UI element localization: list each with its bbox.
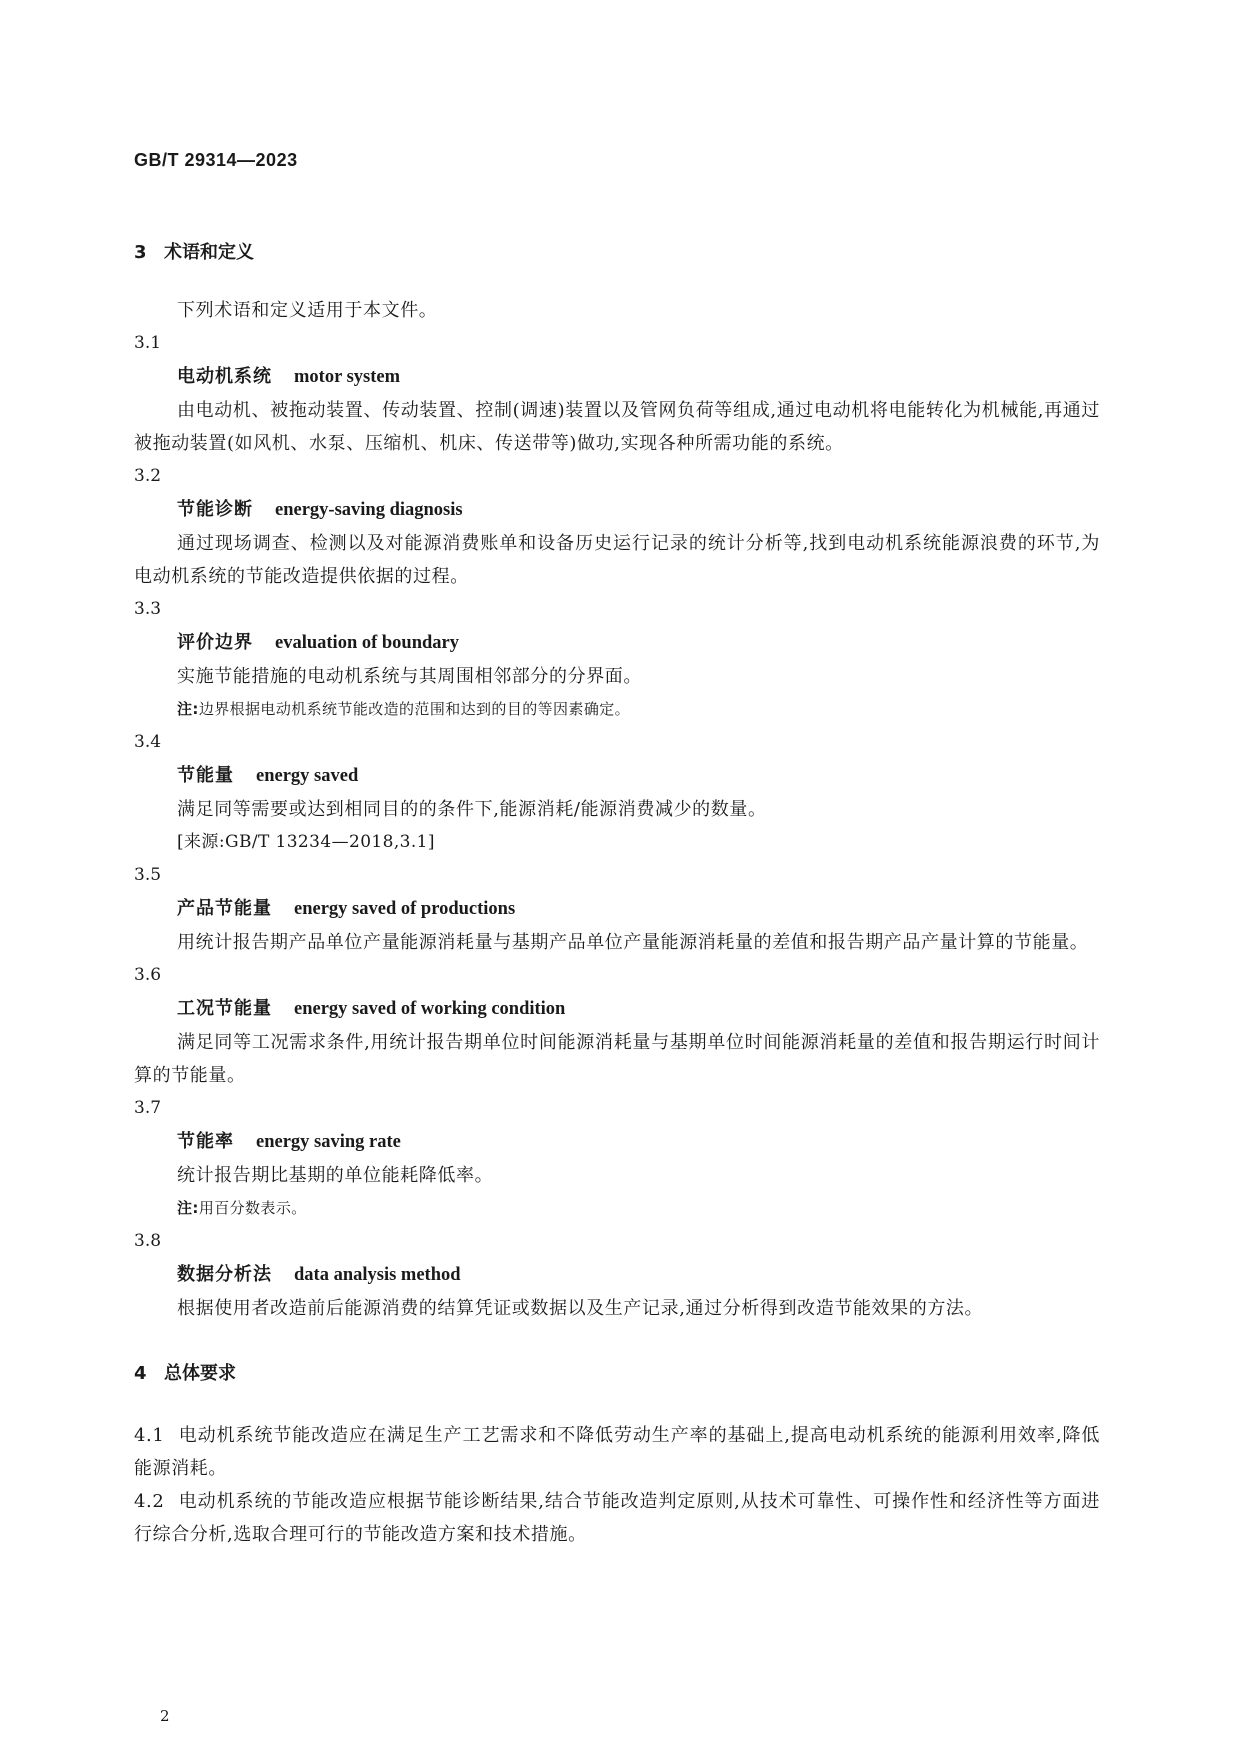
term-definition: 满足同等需要或达到相同目的的条件下,能源消耗/能源消费减少的数量。	[177, 799, 767, 820]
term-name-zh: 评价边界	[177, 632, 253, 653]
term-entry	[134, 726, 1100, 859]
note-text: 边界根据电动机系统节能改造的范围和达到的目的等因素确定。	[198, 700, 631, 718]
term-number: 3.8	[134, 1231, 162, 1251]
term-name	[177, 892, 1100, 926]
term-number: 3.6	[134, 965, 162, 985]
term-name	[177, 493, 1100, 527]
term-name-en: data analysis method	[294, 1265, 461, 1285]
clause-number: 4.1	[134, 1425, 165, 1446]
term-definition: 统计报告期比基期的单位能耗降低率。	[177, 1165, 494, 1186]
term-number: 3.4	[134, 732, 162, 752]
term-entry	[134, 859, 1100, 959]
clause-text: 电动机系统的节能改造应根据节能诊断结果,结合节能改造判定原则,从技术可靠性、可操作性和经济性等方面进行综合分析,选取合理可行的节能改造方案和技术措施。	[134, 1491, 1100, 1545]
term-name	[177, 1258, 1100, 1292]
term-number: 3.2	[134, 466, 162, 486]
term-definition: 根据使用者改造前后能源消费的结算凭证或数据以及生产记录,通过分析得到改造节能效果的方法。	[177, 1298, 984, 1319]
term-entry	[134, 959, 1100, 1092]
term-entry	[134, 460, 1100, 593]
section-number: 3	[134, 242, 147, 263]
term-name-zh: 工况节能量	[177, 998, 272, 1019]
term-name-en: energy saving rate	[256, 1132, 401, 1152]
page-number: 2	[160, 1707, 170, 1725]
term-name-en: energy saved of working condition	[294, 999, 566, 1019]
term-definition: 实施节能措施的电动机系统与其周围相邻部分的分界面。	[177, 666, 642, 687]
term-name-en: motor system	[294, 367, 401, 387]
term-entry	[134, 327, 1100, 460]
term-name-zh: 数据分析法	[177, 1264, 272, 1285]
clause-4-1	[134, 1419, 1100, 1485]
clause-4-2	[134, 1485, 1100, 1551]
term-name-zh: 节能诊断	[177, 499, 253, 520]
term-name	[177, 626, 1100, 660]
term-number: 3.7	[134, 1098, 162, 1118]
clause-number: 4.2	[134, 1491, 165, 1512]
term-number: 3.3	[134, 599, 162, 619]
term-definition: 通过现场调查、检测以及对能源消费账单和设备历史运行记录的统计分析等,找到电动机系统能源浪费的环节,为电动机系统的节能改造提供依据的过程。	[134, 533, 1100, 587]
term-name-zh: 节能率	[177, 1131, 234, 1152]
term-name-en: energy saved	[256, 766, 359, 786]
section-title: 术语和定义	[164, 242, 254, 263]
note-label: 注:	[177, 1199, 199, 1217]
term-number: 3.5	[134, 865, 162, 885]
note-text: 用百分数表示。	[198, 1199, 307, 1217]
term-name-zh: 节能量	[177, 765, 234, 786]
clause-text: 电动机系统节能改造应在满足生产工艺需求和不降低劳动生产率的基础上,提高电动机系统的能源利用效率,降低能源消耗。	[134, 1425, 1100, 1479]
section-4-heading	[134, 1359, 1100, 1389]
term-name	[177, 360, 1100, 394]
section-intro: 下列术语和定义适用于本文件。	[177, 300, 438, 321]
term-entry	[134, 1225, 1100, 1325]
term-name	[177, 1125, 1100, 1159]
document-body	[134, 238, 1100, 1551]
term-entry	[134, 1092, 1100, 1225]
term-name-en: energy saved of productions	[294, 899, 516, 919]
term-name-zh: 产品节能量	[177, 898, 272, 919]
standard-code: GB/T 29314—2023	[134, 150, 298, 170]
term-name-en: evaluation of boundary	[275, 633, 460, 653]
note-label: 注:	[177, 700, 199, 718]
term-note	[177, 1192, 1100, 1225]
term-name	[177, 992, 1100, 1026]
term-entry	[134, 593, 1100, 726]
term-definition: 由电动机、被拖动装置、传动装置、控制(调速)装置以及管网负荷等组成,通过电动机将电能转化为机械能,再通过被拖动装置(如风机、水泵、压缩机、机床、传送带等)做功,实现各种所需功能的系统。	[134, 400, 1100, 454]
term-number: 3.1	[134, 333, 162, 353]
term-name	[177, 759, 1100, 793]
term-definition: 用统计报告期产品单位产量能源消耗量与基期产品单位产量能源消耗量的差值和报告期产品产量计算的节能量。	[177, 932, 1089, 953]
section-3-heading	[134, 238, 1100, 268]
term-name-en: energy-saving diagnosis	[275, 500, 463, 520]
section-title: 总体要求	[164, 1363, 236, 1384]
term-source: [来源:GB/T 13234—2018,3.1]	[177, 832, 435, 852]
term-definition: 满足同等工况需求条件,用统计报告期单位时间能源消耗量与基期单位时间能源消耗量的差值和报告期运行时间计算的节能量。	[134, 1032, 1100, 1086]
term-note	[177, 693, 1100, 726]
term-name-zh: 电动机系统	[177, 366, 272, 387]
section-number: 4	[134, 1363, 147, 1384]
